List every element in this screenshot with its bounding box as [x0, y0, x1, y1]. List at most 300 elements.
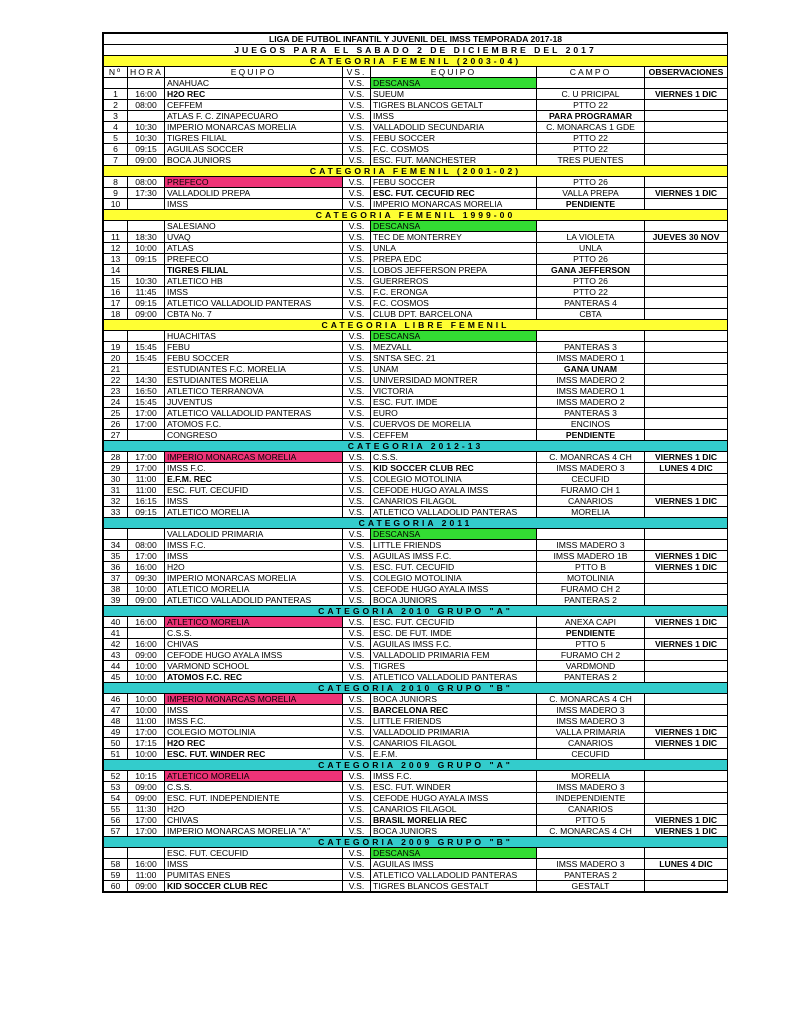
- observation: [645, 419, 728, 430]
- home-team: ATOMOS F.C. REC: [165, 672, 343, 683]
- title-row: [104, 34, 728, 45]
- field-name: VARDMOND: [537, 661, 645, 672]
- vs-label: V.S.: [343, 584, 371, 595]
- home-team: ATLETICO MORELIA: [165, 584, 343, 595]
- vs-label: V.S.: [343, 639, 371, 650]
- field-name: PTTO 22: [537, 287, 645, 298]
- observation: [645, 111, 728, 122]
- away-team: LOBOS JEFFERSON PREPA: [371, 265, 537, 276]
- vs-label: V.S.: [343, 562, 371, 573]
- table-row: [104, 738, 728, 749]
- table-row: [104, 859, 728, 870]
- category-header: [104, 760, 728, 771]
- away-team: BOCA JUNIORS: [371, 694, 537, 705]
- field-name: PTTO 26: [537, 177, 645, 188]
- home-team: H2O REC: [165, 89, 343, 100]
- game-number: [104, 848, 128, 859]
- vs-label: V.S.: [343, 694, 371, 705]
- field-name: PANTERAS 2: [537, 595, 645, 606]
- vs-label: V.S.: [343, 243, 371, 254]
- table-row: [104, 529, 728, 540]
- observation: VIERNES 1 DIC: [645, 617, 728, 628]
- field-name: FURAMO CH 1: [537, 485, 645, 496]
- game-number: 15: [104, 276, 128, 287]
- home-team: IMSS F.C.: [165, 716, 343, 727]
- game-number: 54: [104, 793, 128, 804]
- table-row: [104, 573, 728, 584]
- away-team: IMSS F.C.: [371, 771, 537, 782]
- away-team: DESCANSA: [371, 848, 537, 859]
- field-name: PANTERAS 2: [537, 672, 645, 683]
- observation: [645, 628, 728, 639]
- table-row: [104, 584, 728, 595]
- away-team: ESC. FUT. CECUFID: [371, 617, 537, 628]
- game-number: 39: [104, 595, 128, 606]
- category-header: [104, 210, 728, 221]
- table-row: [104, 419, 728, 430]
- vs-label: V.S.: [343, 540, 371, 551]
- field-name: IMSS MADERO 3: [537, 782, 645, 793]
- game-number: 28: [104, 452, 128, 463]
- game-time: 10:00: [128, 694, 165, 705]
- table-row: [104, 177, 728, 188]
- game-number: 7: [104, 155, 128, 166]
- away-team: C.S.S.: [371, 452, 537, 463]
- col-obs-header: OBSERVACIONES: [645, 67, 728, 78]
- game-time: 17:00: [128, 826, 165, 837]
- game-number: 50: [104, 738, 128, 749]
- table-row: [104, 342, 728, 353]
- vs-label: V.S.: [343, 485, 371, 496]
- observation: LUNES 4 DIC: [645, 859, 728, 870]
- field-name: VALLA PREPA: [537, 188, 645, 199]
- vs-label: V.S.: [343, 309, 371, 320]
- vs-label: V.S.: [343, 419, 371, 430]
- home-team: ATLETICO TERRANOVA: [165, 386, 343, 397]
- observation: [645, 133, 728, 144]
- field-name: [537, 331, 645, 342]
- home-team: IMPERIO MONARCAS MORELIA: [165, 694, 343, 705]
- away-team: BOCA JUNIORS: [371, 826, 537, 837]
- observation: [645, 375, 728, 386]
- observation: [645, 342, 728, 353]
- field-name: CECUFID: [537, 474, 645, 485]
- field-name: IMSS MADERO 3: [537, 540, 645, 551]
- away-team: VALLADOLID PRIMARIA FEM: [371, 650, 537, 661]
- category-header: [104, 166, 728, 177]
- game-time: [128, 199, 165, 210]
- table-row: [104, 353, 728, 364]
- field-name: GANA UNAM: [537, 364, 645, 375]
- game-number: 1: [104, 89, 128, 100]
- field-name: UNLA: [537, 243, 645, 254]
- observation: [645, 881, 728, 892]
- field-name: PTTO 5: [537, 639, 645, 650]
- table-row: [104, 155, 728, 166]
- table-row: [104, 243, 728, 254]
- home-team: SALESIANO: [165, 221, 343, 232]
- observation: [645, 199, 728, 210]
- home-team: VALLADOLID PRIMARIA: [165, 529, 343, 540]
- game-number: 25: [104, 408, 128, 419]
- game-number: 60: [104, 881, 128, 892]
- col-campo-header: CAMPO: [537, 67, 645, 78]
- table-row: [104, 298, 728, 309]
- table-row: [104, 100, 728, 111]
- field-name: IMSS MADERO 3: [537, 716, 645, 727]
- vs-label: V.S.: [343, 199, 371, 210]
- field-name: TRES PUENTES: [537, 155, 645, 166]
- category-header: [104, 837, 728, 848]
- field-name: VALLA PRIMARIA: [537, 727, 645, 738]
- away-team: SUEUM: [371, 89, 537, 100]
- observation: [645, 276, 728, 287]
- game-number: 13: [104, 254, 128, 265]
- vs-label: V.S.: [343, 661, 371, 672]
- field-name: C. MONARCAS 4 CH: [537, 826, 645, 837]
- table-row: [104, 848, 728, 859]
- away-team: KID SOCCER CLUB REC: [371, 463, 537, 474]
- game-number: 22: [104, 375, 128, 386]
- table-row: [104, 705, 728, 716]
- vs-label: V.S.: [343, 529, 371, 540]
- observation: [645, 848, 728, 859]
- game-time: 16:00: [128, 639, 165, 650]
- home-team: ATLETICO MORELIA: [165, 617, 343, 628]
- category-title: CATEGORIA 2010 GRUPO "A": [104, 606, 728, 617]
- vs-label: V.S.: [343, 749, 371, 760]
- observation: [645, 265, 728, 276]
- field-name: IMSS MADERO 3: [537, 705, 645, 716]
- away-team: ATLETICO VALLADOLID PANTERAS: [371, 672, 537, 683]
- table-row: [104, 221, 728, 232]
- table-row: [104, 595, 728, 606]
- home-team: ATLETICO VALLADOLID PANTERAS: [165, 595, 343, 606]
- observation: [645, 870, 728, 881]
- home-team: ESC. FUT. WINDER REC: [165, 749, 343, 760]
- vs-label: V.S.: [343, 507, 371, 518]
- table-row: [104, 386, 728, 397]
- game-number: 9: [104, 188, 128, 199]
- game-number: 38: [104, 584, 128, 595]
- vs-label: V.S.: [343, 771, 371, 782]
- away-team: SNTSA SEC. 21: [371, 353, 537, 364]
- field-name: GANA JEFFERSON: [537, 265, 645, 276]
- field-name: [537, 221, 645, 232]
- game-time: 10:15: [128, 771, 165, 782]
- field-name: GESTALT: [537, 881, 645, 892]
- game-time: [128, 331, 165, 342]
- game-time: 16:00: [128, 859, 165, 870]
- away-team: AGUILAS IMSS F.C.: [371, 551, 537, 562]
- table-row: [104, 870, 728, 881]
- table-row: [104, 188, 728, 199]
- game-number: 49: [104, 727, 128, 738]
- field-name: CANARIOS: [537, 738, 645, 749]
- field-name: IMSS MADERO 1: [537, 353, 645, 364]
- observation: VIERNES 1 DIC: [645, 815, 728, 826]
- table-row: [104, 199, 728, 210]
- observation: [645, 430, 728, 441]
- home-team: PREFECO: [165, 254, 343, 265]
- col-num-header: Nº: [104, 67, 128, 78]
- game-time: 17:00: [128, 551, 165, 562]
- field-name: PANTERAS 3: [537, 408, 645, 419]
- game-number: [104, 331, 128, 342]
- table-row: [104, 276, 728, 287]
- vs-label: V.S.: [343, 573, 371, 584]
- away-team: BOCA JUNIORS: [371, 595, 537, 606]
- game-number: 57: [104, 826, 128, 837]
- observation: [645, 573, 728, 584]
- home-team: IMSS: [165, 287, 343, 298]
- away-team: CEFFEM: [371, 430, 537, 441]
- away-team: E.F.M.: [371, 749, 537, 760]
- vs-label: V.S.: [343, 144, 371, 155]
- vs-label: V.S.: [343, 848, 371, 859]
- home-team: CHIVAS: [165, 815, 343, 826]
- field-name: C. MOANRCAS 4 CH: [537, 452, 645, 463]
- vs-label: V.S.: [343, 672, 371, 683]
- observation: VIERNES 1 DIC: [645, 89, 728, 100]
- game-time: 15:45: [128, 342, 165, 353]
- category-title: CATEGORIA 2010 GRUPO "B": [104, 683, 728, 694]
- field-name: PANTERAS 4: [537, 298, 645, 309]
- game-time: 09:30: [128, 573, 165, 584]
- field-name: FURAMO CH 2: [537, 584, 645, 595]
- vs-label: V.S.: [343, 78, 371, 89]
- game-number: 44: [104, 661, 128, 672]
- home-team: PUMITAS ENES: [165, 870, 343, 881]
- vs-label: V.S.: [343, 782, 371, 793]
- home-team: ANAHUAC: [165, 78, 343, 89]
- away-team: TIGRES: [371, 661, 537, 672]
- game-time: [128, 221, 165, 232]
- home-team: VALLADOLID PREPA: [165, 188, 343, 199]
- category-header: [104, 320, 728, 331]
- game-time: 14:30: [128, 375, 165, 386]
- home-team: ESC. FUT. CECUFID: [165, 485, 343, 496]
- game-number: 29: [104, 463, 128, 474]
- table-row: [104, 771, 728, 782]
- field-name: MORELIA: [537, 507, 645, 518]
- table-row: [104, 727, 728, 738]
- home-team: C.S.S.: [165, 782, 343, 793]
- game-number: 53: [104, 782, 128, 793]
- away-team: CANARIOS FILAGOL: [371, 804, 537, 815]
- table-row: [104, 78, 728, 89]
- home-team: ATLETICO VALLADOLID PANTERAS: [165, 408, 343, 419]
- away-team: EURO: [371, 408, 537, 419]
- game-time: 16:00: [128, 562, 165, 573]
- away-team: PREPA EDC: [371, 254, 537, 265]
- table-row: [104, 694, 728, 705]
- game-number: 43: [104, 650, 128, 661]
- observation: [645, 793, 728, 804]
- category-header: [104, 606, 728, 617]
- category-header: [104, 518, 728, 529]
- vs-label: V.S.: [343, 100, 371, 111]
- field-name: PANTERAS 3: [537, 342, 645, 353]
- game-time: [128, 364, 165, 375]
- field-name: PENDIENTE: [537, 430, 645, 441]
- observation: [645, 782, 728, 793]
- away-team: ESC. FUT. CECUFID REC: [371, 188, 537, 199]
- category-header: [104, 441, 728, 452]
- home-team: JUVENTUS: [165, 397, 343, 408]
- vs-label: V.S.: [343, 551, 371, 562]
- vs-label: V.S.: [343, 793, 371, 804]
- observation: [645, 144, 728, 155]
- game-time: 09:00: [128, 782, 165, 793]
- away-team: CEFODE HUGO AYALA IMSS: [371, 485, 537, 496]
- game-number: 41: [104, 628, 128, 639]
- observation: [645, 595, 728, 606]
- vs-label: V.S.: [343, 881, 371, 892]
- vs-label: V.S.: [343, 617, 371, 628]
- table-row: [104, 309, 728, 320]
- game-time: 17:00: [128, 727, 165, 738]
- observation: [645, 287, 728, 298]
- away-team: BARCELONA REC: [371, 705, 537, 716]
- game-number: 47: [104, 705, 128, 716]
- table-row: [104, 89, 728, 100]
- away-team: FEBU SOCCER: [371, 177, 537, 188]
- game-number: 48: [104, 716, 128, 727]
- vs-label: V.S.: [343, 870, 371, 881]
- vs-label: V.S.: [343, 122, 371, 133]
- table-row: [104, 485, 728, 496]
- away-team: CANARIOS FILAGOL: [371, 738, 537, 749]
- game-time: 17:00: [128, 452, 165, 463]
- vs-label: V.S.: [343, 738, 371, 749]
- observation: [645, 298, 728, 309]
- game-number: 17: [104, 298, 128, 309]
- away-team: TIGRES BLANCOS GETALT: [371, 100, 537, 111]
- away-team: UNLA: [371, 243, 537, 254]
- home-team: ATOMOS F.C.: [165, 419, 343, 430]
- home-team: FEBU: [165, 342, 343, 353]
- away-team: VALLADOLID SECUNDARIA: [371, 122, 537, 133]
- table-row: [104, 364, 728, 375]
- home-team: H2O REC: [165, 738, 343, 749]
- observation: [645, 716, 728, 727]
- observation: [645, 771, 728, 782]
- table-row: [104, 463, 728, 474]
- game-time: 10:00: [128, 584, 165, 595]
- home-team: CONGRESO: [165, 430, 343, 441]
- home-team: ESTUDIANTES F.C. MORELIA: [165, 364, 343, 375]
- game-number: 45: [104, 672, 128, 683]
- observation: [645, 529, 728, 540]
- game-number: 23: [104, 386, 128, 397]
- vs-label: V.S.: [343, 188, 371, 199]
- game-number: 11: [104, 232, 128, 243]
- category-title: CATEGORIA FEMENIL 1999-00: [104, 210, 728, 221]
- field-name: PTTO 5: [537, 815, 645, 826]
- col-equipo-header: EQUIPO: [165, 67, 343, 78]
- away-team: LITTLE FRIENDS: [371, 540, 537, 551]
- away-team: COLEGIO MOTOLINIA: [371, 474, 537, 485]
- away-team: VICTORIA: [371, 386, 537, 397]
- vs-label: V.S.: [343, 463, 371, 474]
- home-team: ATLETICO MORELIA: [165, 507, 343, 518]
- vs-label: V.S.: [343, 232, 371, 243]
- game-number: 16: [104, 287, 128, 298]
- game-number: 5: [104, 133, 128, 144]
- observation: [645, 309, 728, 320]
- observation: [645, 243, 728, 254]
- category-title: CATEGORIA 2011: [104, 518, 728, 529]
- game-number: 46: [104, 694, 128, 705]
- field-name: [537, 78, 645, 89]
- away-team: DESCANSA: [371, 331, 537, 342]
- observation: [645, 177, 728, 188]
- home-team: ATLETICO MORELIA: [165, 771, 343, 782]
- vs-label: V.S.: [343, 826, 371, 837]
- game-time: 16:15: [128, 496, 165, 507]
- vs-label: V.S.: [343, 221, 371, 232]
- away-team: ESC. FUT. CECUFID: [371, 562, 537, 573]
- home-team: ATLETICO HB: [165, 276, 343, 287]
- away-team: VALLADOLID PRIMARIA: [371, 727, 537, 738]
- home-team: ESC. FUT. INDEPENDIENTE: [165, 793, 343, 804]
- table-row: [104, 111, 728, 122]
- away-team: UNAM: [371, 364, 537, 375]
- home-team: FEBU SOCCER: [165, 353, 343, 364]
- game-number: 14: [104, 265, 128, 276]
- observation: [645, 650, 728, 661]
- home-team: ESC. FUT. CECUFID: [165, 848, 343, 859]
- game-time: 09:00: [128, 155, 165, 166]
- game-number: 20: [104, 353, 128, 364]
- game-time: 10:30: [128, 133, 165, 144]
- field-name: PTTO 22: [537, 144, 645, 155]
- game-time: 10:00: [128, 749, 165, 760]
- field-name: IMSS MADERO 3: [537, 463, 645, 474]
- field-name: FURAMO CH 2: [537, 650, 645, 661]
- field-name: ANEXA CAPI: [537, 617, 645, 628]
- game-time: 09:15: [128, 254, 165, 265]
- game-time: 16:00: [128, 89, 165, 100]
- vs-label: V.S.: [343, 375, 371, 386]
- observation: VIERNES 1 DIC: [645, 727, 728, 738]
- game-number: 12: [104, 243, 128, 254]
- home-team: IMPERIO MONARCAS MORELIA: [165, 452, 343, 463]
- vs-label: V.S.: [343, 265, 371, 276]
- field-name: [537, 848, 645, 859]
- away-team: MEZVALL: [371, 342, 537, 353]
- vs-label: V.S.: [343, 254, 371, 265]
- game-number: [104, 78, 128, 89]
- home-team: C.S.S.: [165, 628, 343, 639]
- game-number: 6: [104, 144, 128, 155]
- away-team: CANARIOS FILAGOL: [371, 496, 537, 507]
- table-row: [104, 650, 728, 661]
- game-time: [128, 78, 165, 89]
- vs-label: V.S.: [343, 452, 371, 463]
- table-row: [104, 617, 728, 628]
- vs-label: V.S.: [343, 89, 371, 100]
- vs-label: V.S.: [343, 705, 371, 716]
- away-team: F.C. COSMOS: [371, 298, 537, 309]
- vs-label: V.S.: [343, 386, 371, 397]
- observation: VIERNES 1 DIC: [645, 496, 728, 507]
- observation: VIERNES 1 DIC: [645, 562, 728, 573]
- game-time: 10:00: [128, 705, 165, 716]
- vs-label: V.S.: [343, 287, 371, 298]
- home-team: TIGRES FILIAL: [165, 265, 343, 276]
